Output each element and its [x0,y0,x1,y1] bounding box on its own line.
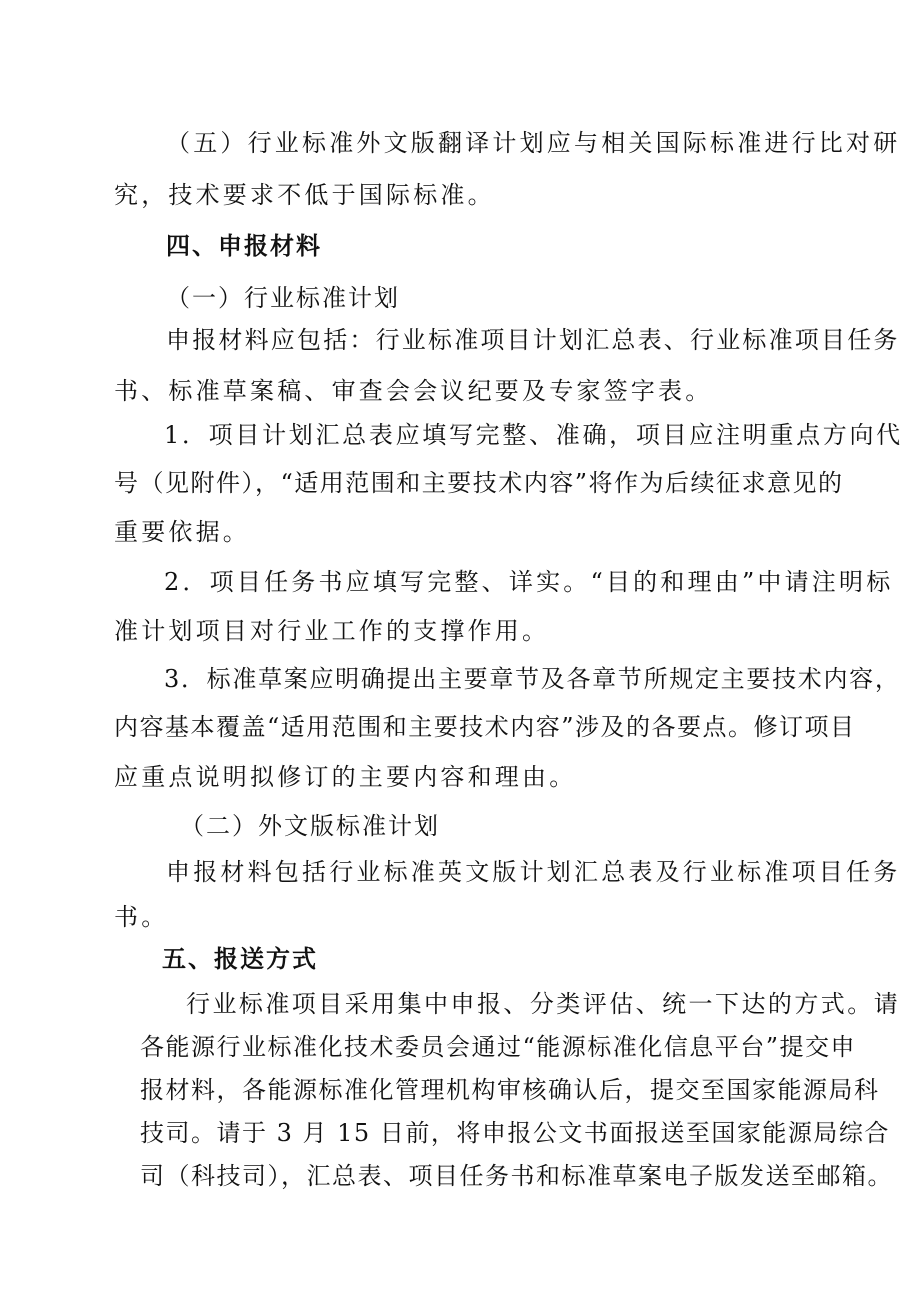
section-5-line-3: 报材料，各能源标准化管理机构审核确认后，提交至国家能源局科 [140,1076,880,1104]
subsection-2-line-2: 书。 [114,903,169,931]
subsection-1-intro-line-1: 申报材料应包括：行业标准项目计划汇总表、行业标准项目任务 [166,326,900,354]
section-5-line-4: 技司。请于 3 月 15 日前，将申报公文书面报送至国家能源局综合 [140,1119,890,1147]
item-1-line-2: 号（见附件），“适用范围和主要技术内容”将作为后续征求意见的 [114,469,844,497]
item-2-line-1: 2．项目任务书应填写完整、详实。“目的和理由”中请注明标 [164,568,894,596]
item-2-line-2: 准计划项目对行业工作的支撑作用。 [114,617,550,645]
subsection-2-line-1: 申报材料包括行业标准英文版计划汇总表及行业标准项目任务 [166,858,901,886]
subsection-1-intro-line-2: 书、标准草案稿、审查会会议纪要及专家签字表。 [114,377,713,405]
paragraph-5-line-2: 究，技术要求不低于国际标准。 [114,181,495,209]
section-5-line-1: 行业标准项目采用集中申报、分类评估、统一下达的方式。请 [186,990,901,1018]
item-3-line-3: 应重点说明拟修订的主要内容和理由。 [114,763,577,791]
item-1-line-1: 1．项目计划汇总表应填写完整、准确，项目应注明重点方向代 [164,421,903,449]
item-3-line-2: 内容基本覆盖“适用范围和主要技术内容”涉及的各要点。修订项目 [114,713,856,741]
paragraph-5-line-1: （五）行业标准外文版翻译计划应与相关国际标准进行比对研 [166,129,901,157]
item-1-line-3: 重要依据。 [114,518,250,546]
item-3-line-1: 3．标准草案应明确提出主要章节及各章节所规定主要技术内容， [164,665,901,693]
section-4-title: 四、申报材料 [166,232,322,260]
subsection-2-title: （二）外文版标准计划 [180,812,440,840]
section-5-line-2: 各能源行业标准化技术委员会通过“能源标准化信息平台”提交申 [140,1033,857,1061]
section-5-line-5: 司（科技司），汇总表、项目任务书和标准草案电子版发送至邮箱。 [140,1162,893,1190]
subsection-1-title: （一）行业标准计划 [166,284,400,312]
section-5-title: 五、报送方式 [162,945,318,973]
